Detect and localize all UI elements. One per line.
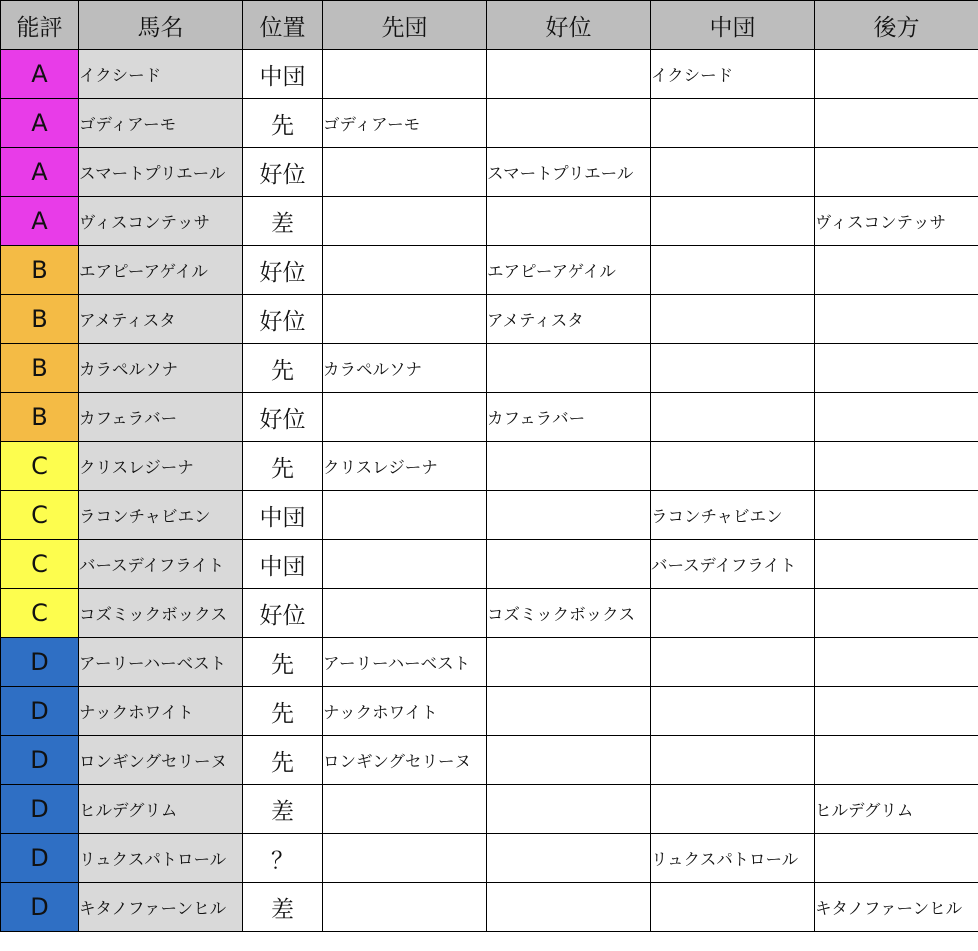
front-slot-cell: ロンギングセリーヌ <box>323 736 487 785</box>
horse-name-cell: ヴィスコンテッサ <box>79 197 243 246</box>
table-row <box>1 442 978 491</box>
position-cell: 先 <box>243 344 323 393</box>
rear-slot-cell <box>815 442 978 491</box>
rank-cell: B <box>1 393 79 442</box>
front-slot-cell <box>323 540 487 589</box>
rear-slot-cell <box>815 246 978 295</box>
table-row <box>1 638 978 687</box>
rank-cell: B <box>1 295 79 344</box>
table-row <box>1 148 978 197</box>
table-row <box>1 589 978 638</box>
good-slot-cell <box>487 491 651 540</box>
mid-slot-cell: リュクスパトロール <box>651 834 815 883</box>
position-cell: 好位 <box>243 295 323 344</box>
mid-slot-cell <box>651 785 815 834</box>
rank-cell: D <box>1 883 79 932</box>
good-slot-cell <box>487 785 651 834</box>
front-slot-cell <box>323 834 487 883</box>
good-slot-cell <box>487 638 651 687</box>
good-slot-cell <box>487 736 651 785</box>
front-slot-cell: アーリーハーベスト <box>323 638 487 687</box>
mid-slot-cell <box>651 246 815 295</box>
table-row <box>1 491 978 540</box>
mid-slot-cell <box>651 687 815 736</box>
position-cell: 差 <box>243 197 323 246</box>
horse-name-cell: ゴディアーモ <box>79 99 243 148</box>
rank-cell: A <box>1 148 79 197</box>
rank-cell: A <box>1 99 79 148</box>
rear-slot-cell <box>815 344 978 393</box>
rank-cell: C <box>1 540 79 589</box>
rank-cell: D <box>1 834 79 883</box>
table-row <box>1 295 978 344</box>
rank-cell: D <box>1 785 79 834</box>
good-slot-cell: スマートプリエール <box>487 148 651 197</box>
front-slot-cell <box>323 50 487 99</box>
position-cell: 中団 <box>243 540 323 589</box>
position-cell: 好位 <box>243 589 323 638</box>
table-row <box>1 785 978 834</box>
good-slot-cell <box>487 883 651 932</box>
table-row <box>1 246 978 295</box>
horse-name-cell: アーリーハーベスト <box>79 638 243 687</box>
position-cell: 好位 <box>243 246 323 295</box>
mid-slot-cell <box>651 148 815 197</box>
mid-slot-cell <box>651 99 815 148</box>
horse-name-cell: スマートプリエール <box>79 148 243 197</box>
rank-cell: D <box>1 736 79 785</box>
horse-name-cell: イクシード <box>79 50 243 99</box>
horse-name-cell: アメティスタ <box>79 295 243 344</box>
header-rear: 後方 <box>815 1 978 50</box>
position-cell: 差 <box>243 785 323 834</box>
table-row <box>1 540 978 589</box>
front-slot-cell: ゴディアーモ <box>323 99 487 148</box>
horse-name-cell: キタノファーンヒル <box>79 883 243 932</box>
mid-slot-cell: ラコンチャビエン <box>651 491 815 540</box>
mid-slot-cell <box>651 589 815 638</box>
horse-name-cell: カフェラバー <box>79 393 243 442</box>
position-cell: 好位 <box>243 148 323 197</box>
header-position: 位置 <box>243 1 323 50</box>
header-good: 好位 <box>487 1 651 50</box>
table-row <box>1 736 978 785</box>
good-slot-cell <box>487 99 651 148</box>
rear-slot-cell: ヴィスコンテッサ <box>815 197 978 246</box>
header-mid: 中団 <box>651 1 815 50</box>
mid-slot-cell <box>651 393 815 442</box>
rear-slot-cell <box>815 491 978 540</box>
rear-slot-cell: キタノファーンヒル <box>815 883 978 932</box>
rear-slot-cell <box>815 589 978 638</box>
rank-cell: A <box>1 197 79 246</box>
position-cell: 中団 <box>243 491 323 540</box>
position-cell: 好位 <box>243 393 323 442</box>
position-cell: 先 <box>243 99 323 148</box>
horse-name-cell: ナックホワイト <box>79 687 243 736</box>
front-slot-cell <box>323 589 487 638</box>
mid-slot-cell <box>651 295 815 344</box>
rear-slot-cell <box>815 393 978 442</box>
good-slot-cell <box>487 197 651 246</box>
front-slot-cell: クリスレジーナ <box>323 442 487 491</box>
good-slot-cell: エアピーアゲイル <box>487 246 651 295</box>
good-slot-cell: コズミックボックス <box>487 589 651 638</box>
horse-name-cell: ロンギングセリーヌ <box>79 736 243 785</box>
horse-name-cell: エアピーアゲイル <box>79 246 243 295</box>
horse-name-cell: バースデイフライト <box>79 540 243 589</box>
rear-slot-cell: ヒルデグリム <box>815 785 978 834</box>
front-slot-cell <box>323 883 487 932</box>
horse-name-cell: リュクスパトロール <box>79 834 243 883</box>
good-slot-cell: カフェラバー <box>487 393 651 442</box>
front-slot-cell <box>323 148 487 197</box>
mid-slot-cell <box>651 736 815 785</box>
position-cell: 差 <box>243 883 323 932</box>
front-slot-cell <box>323 785 487 834</box>
mid-slot-cell <box>651 638 815 687</box>
rear-slot-cell <box>815 540 978 589</box>
horse-name-cell: クリスレジーナ <box>79 442 243 491</box>
header-rank: 能評 <box>1 1 79 50</box>
rear-slot-cell <box>815 687 978 736</box>
rank-cell: A <box>1 50 79 99</box>
front-slot-cell: カラペルソナ <box>323 344 487 393</box>
table-body <box>1 50 978 932</box>
rear-slot-cell <box>815 148 978 197</box>
mid-slot-cell: イクシード <box>651 50 815 99</box>
header-row <box>1 1 978 50</box>
mid-slot-cell: バースデイフライト <box>651 540 815 589</box>
good-slot-cell <box>487 834 651 883</box>
position-cell: 先 <box>243 687 323 736</box>
horse-name-cell: ラコンチャビエン <box>79 491 243 540</box>
table-row <box>1 393 978 442</box>
table-row <box>1 197 978 246</box>
table-row <box>1 50 978 99</box>
rank-cell: C <box>1 442 79 491</box>
mid-slot-cell <box>651 344 815 393</box>
rear-slot-cell <box>815 834 978 883</box>
good-slot-cell <box>487 442 651 491</box>
good-slot-cell <box>487 687 651 736</box>
rear-slot-cell <box>815 295 978 344</box>
table-row <box>1 687 978 736</box>
rear-slot-cell <box>815 638 978 687</box>
mid-slot-cell <box>651 442 815 491</box>
front-slot-cell: ナックホワイト <box>323 687 487 736</box>
position-cell: 先 <box>243 638 323 687</box>
front-slot-cell <box>323 246 487 295</box>
rank-cell: D <box>1 638 79 687</box>
table-row <box>1 883 978 932</box>
table-row <box>1 834 978 883</box>
mid-slot-cell <box>651 883 815 932</box>
good-slot-cell <box>487 50 651 99</box>
rank-cell: C <box>1 589 79 638</box>
good-slot-cell <box>487 344 651 393</box>
front-slot-cell <box>323 295 487 344</box>
good-slot-cell: アメティスタ <box>487 295 651 344</box>
table-row <box>1 99 978 148</box>
rank-cell: C <box>1 491 79 540</box>
good-slot-cell <box>487 540 651 589</box>
horse-name-cell: コズミックボックス <box>79 589 243 638</box>
rank-cell: D <box>1 687 79 736</box>
position-cell: 中団 <box>243 50 323 99</box>
rear-slot-cell <box>815 50 978 99</box>
rear-slot-cell <box>815 99 978 148</box>
rank-cell: B <box>1 246 79 295</box>
position-cell: 先 <box>243 736 323 785</box>
front-slot-cell <box>323 393 487 442</box>
horse-name-cell: カラペルソナ <box>79 344 243 393</box>
mid-slot-cell <box>651 197 815 246</box>
header-front: 先団 <box>323 1 487 50</box>
position-cell: 先 <box>243 442 323 491</box>
front-slot-cell <box>323 491 487 540</box>
position-cell: ？ <box>243 834 323 883</box>
rear-slot-cell <box>815 736 978 785</box>
rank-cell: B <box>1 344 79 393</box>
horse-name-cell: ヒルデグリム <box>79 785 243 834</box>
header-name: 馬名 <box>79 1 243 50</box>
front-slot-cell <box>323 197 487 246</box>
table-row <box>1 344 978 393</box>
